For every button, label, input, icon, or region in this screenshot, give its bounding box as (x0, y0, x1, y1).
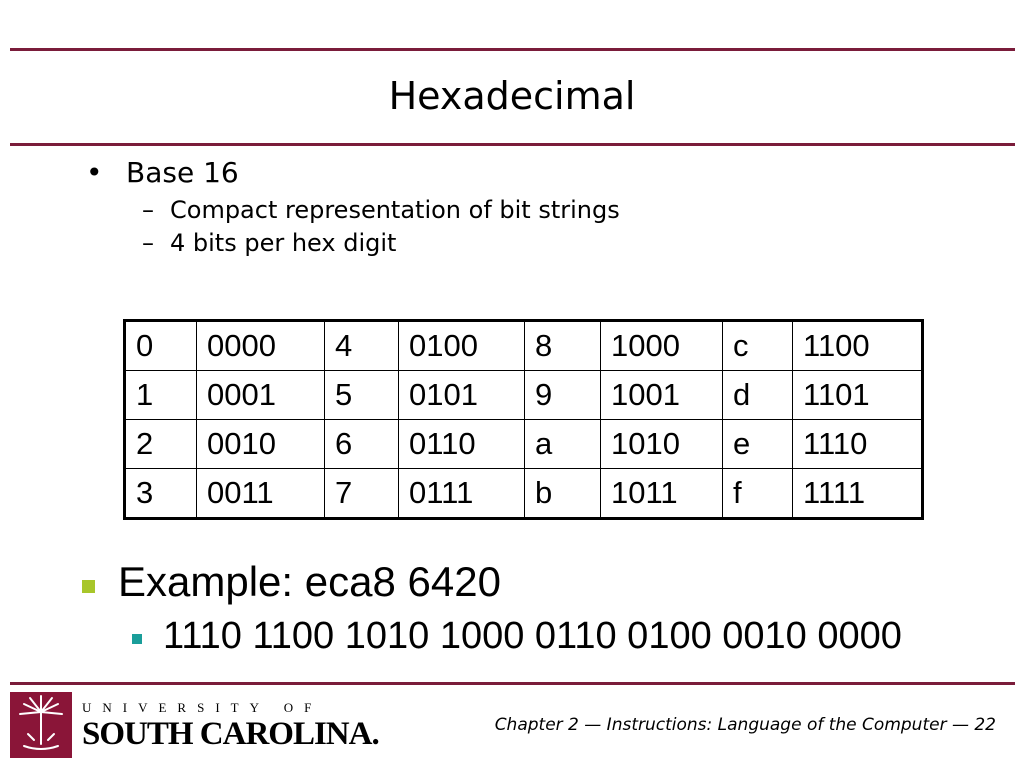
sub-bullet-text: 4 bits per hex digit (170, 229, 397, 257)
hex-digit-cell: 4 (325, 321, 399, 371)
bullet-dot-icon: • (86, 156, 103, 189)
example-heading: Example: eca8 6420 (118, 558, 501, 605)
binary-cell: 1100 (793, 321, 923, 371)
binary-cell: 0010 (197, 420, 325, 469)
green-square-bullet-icon (82, 580, 95, 593)
hex-digit-cell: e (723, 420, 793, 469)
binary-cell: 0000 (197, 321, 325, 371)
hex-digit-cell: d (723, 371, 793, 420)
bullet-text: Base 16 (126, 156, 239, 189)
binary-cell: 0001 (197, 371, 325, 420)
hex-digit-cell: 3 (125, 469, 197, 519)
binary-cell: 0100 (399, 321, 525, 371)
teal-square-bullet-icon (132, 634, 142, 644)
footer-rule (10, 682, 1015, 685)
binary-cell: 0111 (399, 469, 525, 519)
binary-cell: 0110 (399, 420, 525, 469)
table-row (125, 371, 923, 420)
university-name: SOUTH CAROLINA. (82, 716, 379, 752)
hex-digit-cell: 9 (525, 371, 601, 420)
hex-table (123, 319, 924, 520)
binary-cell: 1111 (793, 469, 923, 519)
top-rule (10, 48, 1015, 51)
hex-digit-cell: 0 (125, 321, 197, 371)
dash-icon: – (142, 229, 154, 257)
example-binary: 1110 1100 1010 1000 0110 0100 0010 0000 (163, 615, 902, 657)
table-row (125, 469, 923, 519)
table-row (125, 321, 923, 371)
sub-bullet-compact (142, 196, 620, 224)
dash-icon: – (142, 196, 154, 224)
table-row (125, 420, 923, 469)
hex-digit-cell: 1 (125, 371, 197, 420)
binary-cell: 1000 (601, 321, 723, 371)
binary-cell: 0011 (197, 469, 325, 519)
hex-digit-cell: 2 (125, 420, 197, 469)
hex-digit-cell: a (525, 420, 601, 469)
palmetto-tree-icon (10, 692, 72, 758)
hex-digit-cell: b (525, 469, 601, 519)
binary-cell: 1011 (601, 469, 723, 519)
footer-chapter-text: Chapter 2 — Instructions: Language of the Computer — 22 (494, 715, 996, 735)
sub-bullet-bits (142, 229, 396, 257)
hex-digit-cell: c (723, 321, 793, 371)
hex-digit-cell: 7 (325, 469, 399, 519)
binary-cell: 1001 (601, 371, 723, 420)
hex-digit-cell: 8 (525, 321, 601, 371)
university-line: UNIVERSITY OF (82, 700, 323, 715)
sub-bullet-text: Compact representation of bit strings (170, 196, 620, 224)
binary-cell: 1101 (793, 371, 923, 420)
binary-cell: 1110 (793, 420, 923, 469)
slide-title: Hexadecimal (388, 74, 636, 118)
title-rule (10, 143, 1015, 146)
bullet-base16 (86, 156, 239, 189)
hex-digit-cell: f (723, 469, 793, 519)
binary-cell: 0101 (399, 371, 525, 420)
hex-digit-cell: 6 (325, 420, 399, 469)
university-wordmark (82, 700, 379, 753)
hex-digit-cell: 5 (325, 371, 399, 420)
binary-cell: 1010 (601, 420, 723, 469)
